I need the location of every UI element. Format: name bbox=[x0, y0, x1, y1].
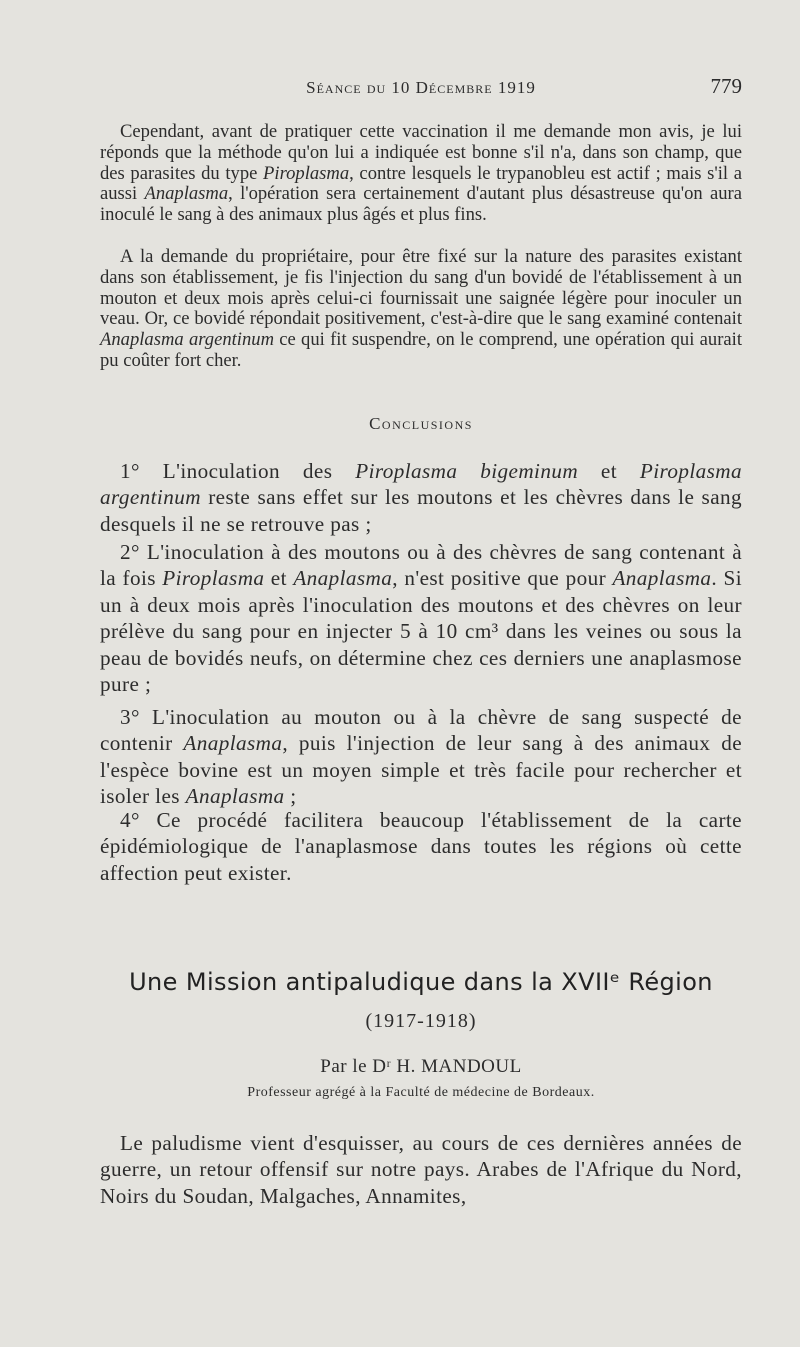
italic-run: Piroplasma bigeminum bbox=[355, 459, 579, 483]
body-paragraph bbox=[100, 122, 742, 226]
italic-run: Anaplasma bbox=[293, 566, 393, 591]
text-run: 1° L'inoculation des bbox=[120, 459, 356, 483]
text-run: et bbox=[578, 459, 640, 483]
italic-run: Anaplasma bbox=[612, 566, 712, 591]
author-line: Par le Dʳ H. MANDOUL bbox=[320, 1056, 522, 1077]
text-run: A la demande du propriétaire, pour être fixé sur la nature des parasites existant dans son établissement, je fis l'injection du sang d'un bovidé de l'établissement à un mouton et deux mois après celui-ci fournissait une saignée légère pour inoculer un veau. Or, ce bovidé répondait positivement, c'est-à-dire que le sang examiné contenait bbox=[100, 246, 742, 330]
text-run: 4° Ce procédé facilitera beaucoup l'établissement de la carte épidémiologique de l'anaplasmose dans toutes les régions où cette affection peut exister. bbox=[100, 808, 742, 885]
italic-run: Piroplasma bbox=[162, 566, 265, 591]
italic-run: Anaplasma argentinum bbox=[100, 329, 274, 351]
italic-run: Piroplasma bbox=[263, 162, 350, 184]
text-run: et bbox=[264, 566, 294, 591]
page-header bbox=[100, 72, 742, 102]
page-number: 779 bbox=[710, 74, 742, 98]
article-title: Une Mission antipaludique dans la XVIIᵉ Région bbox=[129, 968, 713, 996]
italic-run: Anaplasma bbox=[185, 784, 285, 809]
section-heading: Conclusions bbox=[369, 414, 473, 433]
conclusion-item bbox=[100, 704, 742, 810]
italic-run: Anaplasma bbox=[183, 731, 283, 756]
text-run: , n'est positive que pour bbox=[392, 566, 613, 591]
italic-run: Piroplasma argentinum bbox=[100, 459, 743, 510]
text-run: , contre lesquels le trypanobleu est actif ; mais s'il a aussi bbox=[100, 162, 742, 205]
text-run: , puis l'injection de leur sang à des animaux de l'espèce bovine est un moyen simple et très facile pour rechercher et isoler les bbox=[100, 731, 742, 809]
text-run: ; bbox=[284, 784, 297, 809]
italic-run: Anaplasma bbox=[144, 183, 229, 205]
text-run: Cependant, avant de pratiquer cette vaccination il me demande mon avis, je lui réponds que la méthode qu'on lui a indiquée est bonne s'il n'a, dans son champ, que des parasites du type bbox=[100, 121, 742, 184]
text-run: Le paludisme vient d'esquisser, au cours de ces dernières années de guerre, un retour offensif sur notre pays. Arabes de l'Afrique du Nord, Noirs du Soudan, Malgaches, Annamites, bbox=[100, 1131, 742, 1208]
body-paragraph bbox=[100, 1130, 742, 1209]
text-run: ce qui fit suspendre, on le comprend, une opération qui aurait pu coûter fort cher. bbox=[100, 329, 742, 371]
text-run: 2° L'inoculation à des moutons ou à des chèvres de sang contenant à la fois bbox=[100, 540, 742, 591]
text-run: 3° L'inoculation au mouton ou à la chèvre de sang suspecté de contenir bbox=[100, 705, 742, 756]
conclusion-item bbox=[100, 458, 742, 537]
running-head: Séance du 10 Décembre 1919 bbox=[306, 78, 536, 97]
article-years: (1917-1918) bbox=[365, 1010, 477, 1032]
body-paragraph bbox=[100, 247, 742, 372]
text-run: , l'opération sera certainement d'autant plus désastreuse qu'on aura inoculé le sang à des animaux plus âgés et plus fins. bbox=[100, 183, 742, 226]
conclusion-item bbox=[100, 539, 742, 697]
author-affiliation: Professeur agrégé à la Faculté de médecine de Bordeaux. bbox=[247, 1085, 595, 1100]
conclusion-item bbox=[100, 807, 742, 886]
text-run: reste sans effet sur les moutons et les chèvres dans le sang desquels il ne se retrouve pas ; bbox=[100, 485, 742, 536]
text-run: . Si un à deux mois après l'inoculation des moutons et des chèvres on leur prélève du sang pour en injecter 5 à 10 cm³ dans les veines ou sous la peau de bovidés neufs, on détermine chez ces derniers une anaplasmose pure ; bbox=[100, 566, 742, 697]
